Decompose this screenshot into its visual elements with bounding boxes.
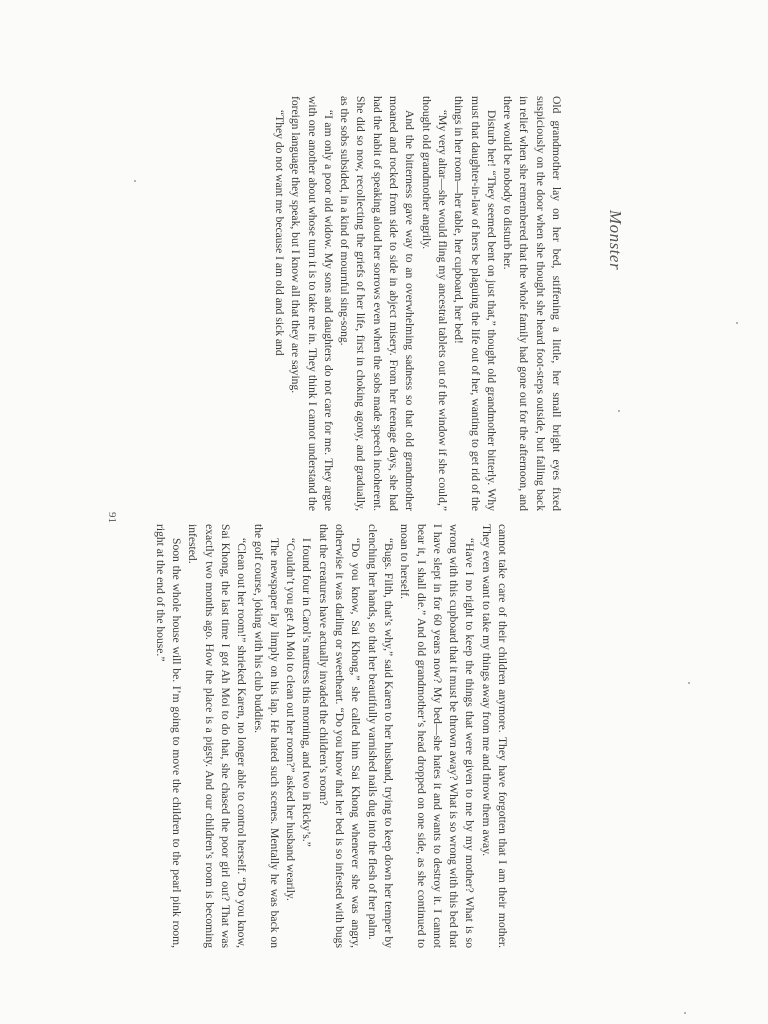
right-page (0, 512, 768, 1024)
paragraph: “My very altar—she would fling my ancestral tablets out of the window if she could,” thought old grandmother angrily. (419, 96, 449, 511)
paragraph: I found four in Carol’s mattress this morning, and two in Ricky’s.” (300, 538, 314, 847)
paragraph: Disturb her! “They seemed bent on just that,” thought old grandmother bitterly. Why must that daughter-in-law of hers be plaguing the life out of her, wanting to get rid of the things in her room—her table, her cupboard, her bed! (452, 96, 498, 511)
scan-speck (684, 1012, 686, 1014)
paragraph: “Clean out her room!” shrieked Karen, no longer able to control herself. “Do you know, Sai Khong, the last time I got Ah Moi to do that, she chased the poor girl out? That was exactly two months ago. How the place is a pigsty. And our children’s room is becoming infested. (186, 524, 249, 948)
running-head: Monster (606, 209, 625, 271)
left-page-text (271, 96, 564, 511)
paragraph: “I am only a poor old widow. My sons and daughters do not care for me. They argue with one another about whose turn it is to take me in. They think I cannot understand the foreign language they speak, but I know all that they are saying. (289, 96, 335, 511)
right-page-text (151, 524, 510, 948)
scan-speck (736, 322, 738, 324)
paragraph: And the bitterness gave way to an overwhelming sadness so that old grandmother moaned and rocked from side to side in abject misery. From her teenage days, she had had the habit of speaking aloud her sorrows even when the sobs made speech incoherent. She did so now, recollecting the griefs of her life, first in choking agony, and gradually, as the sobs subsided, in a kind of mournful sing-song. (338, 96, 417, 511)
paragraph: “Have I no right to keep the things that were given to me by my mother? What is so wrong with this cupboard that it must be thrown away? What is so wrong with this bed that I have slept in for 60 years now? My bed—she hates it and wants to destroy it. I cannot bear it, I shall die.” And old grandmother’s head dropped on one side, as she continued to moan to herself. (398, 524, 477, 948)
paragraph: “Do you know, Sai Khong,” she called him Sai Khong whenever she was angry, otherwise it was darling or sweetheart. “Do you know that her bed is so infested with bugs that the creatures have actually invaded the children’s room? (316, 524, 363, 948)
paragraph: “Bugs. Filth, that’s why,” said Karen to her husband, trying to keep down her temper by clenching her hands, so that her beautifully varnished nails dug into the flesh of her palm. (365, 524, 395, 948)
scan-speck (688, 682, 690, 684)
paragraph: The newspaper lay limply on his lap. He hated such scenes. Mentally he was back on the golf course, joking with his club buddies. (251, 524, 281, 948)
paragraph: cannot take care of their children anymore. They have forgotten that I am their mother. They even want to take my things away from me and throw them away. (479, 524, 509, 948)
paragraph: Soon the whole house will be. I’m going to move the children to the pearl pink room, right at the end of the house.” (153, 524, 184, 948)
paragraph: Old grandmother lay on her bed, stiffening a little, her small bright eyes fixed suspiciously on the door when she thought she heard foot-steps outside, but falling back in relief when she remembered that the whole family had gone out for the afternoon, and there would be nobody to disturb her. (501, 96, 563, 511)
scan-speck (134, 180, 136, 182)
scan-speck (618, 410, 620, 412)
paragraph: “They do not want me because I am old and sick and (272, 110, 286, 356)
paragraph: “Couldn’t you get Ah Moi to clean out her room?” asked her husband wearily. (284, 538, 298, 901)
page-number: 91 (106, 512, 118, 523)
